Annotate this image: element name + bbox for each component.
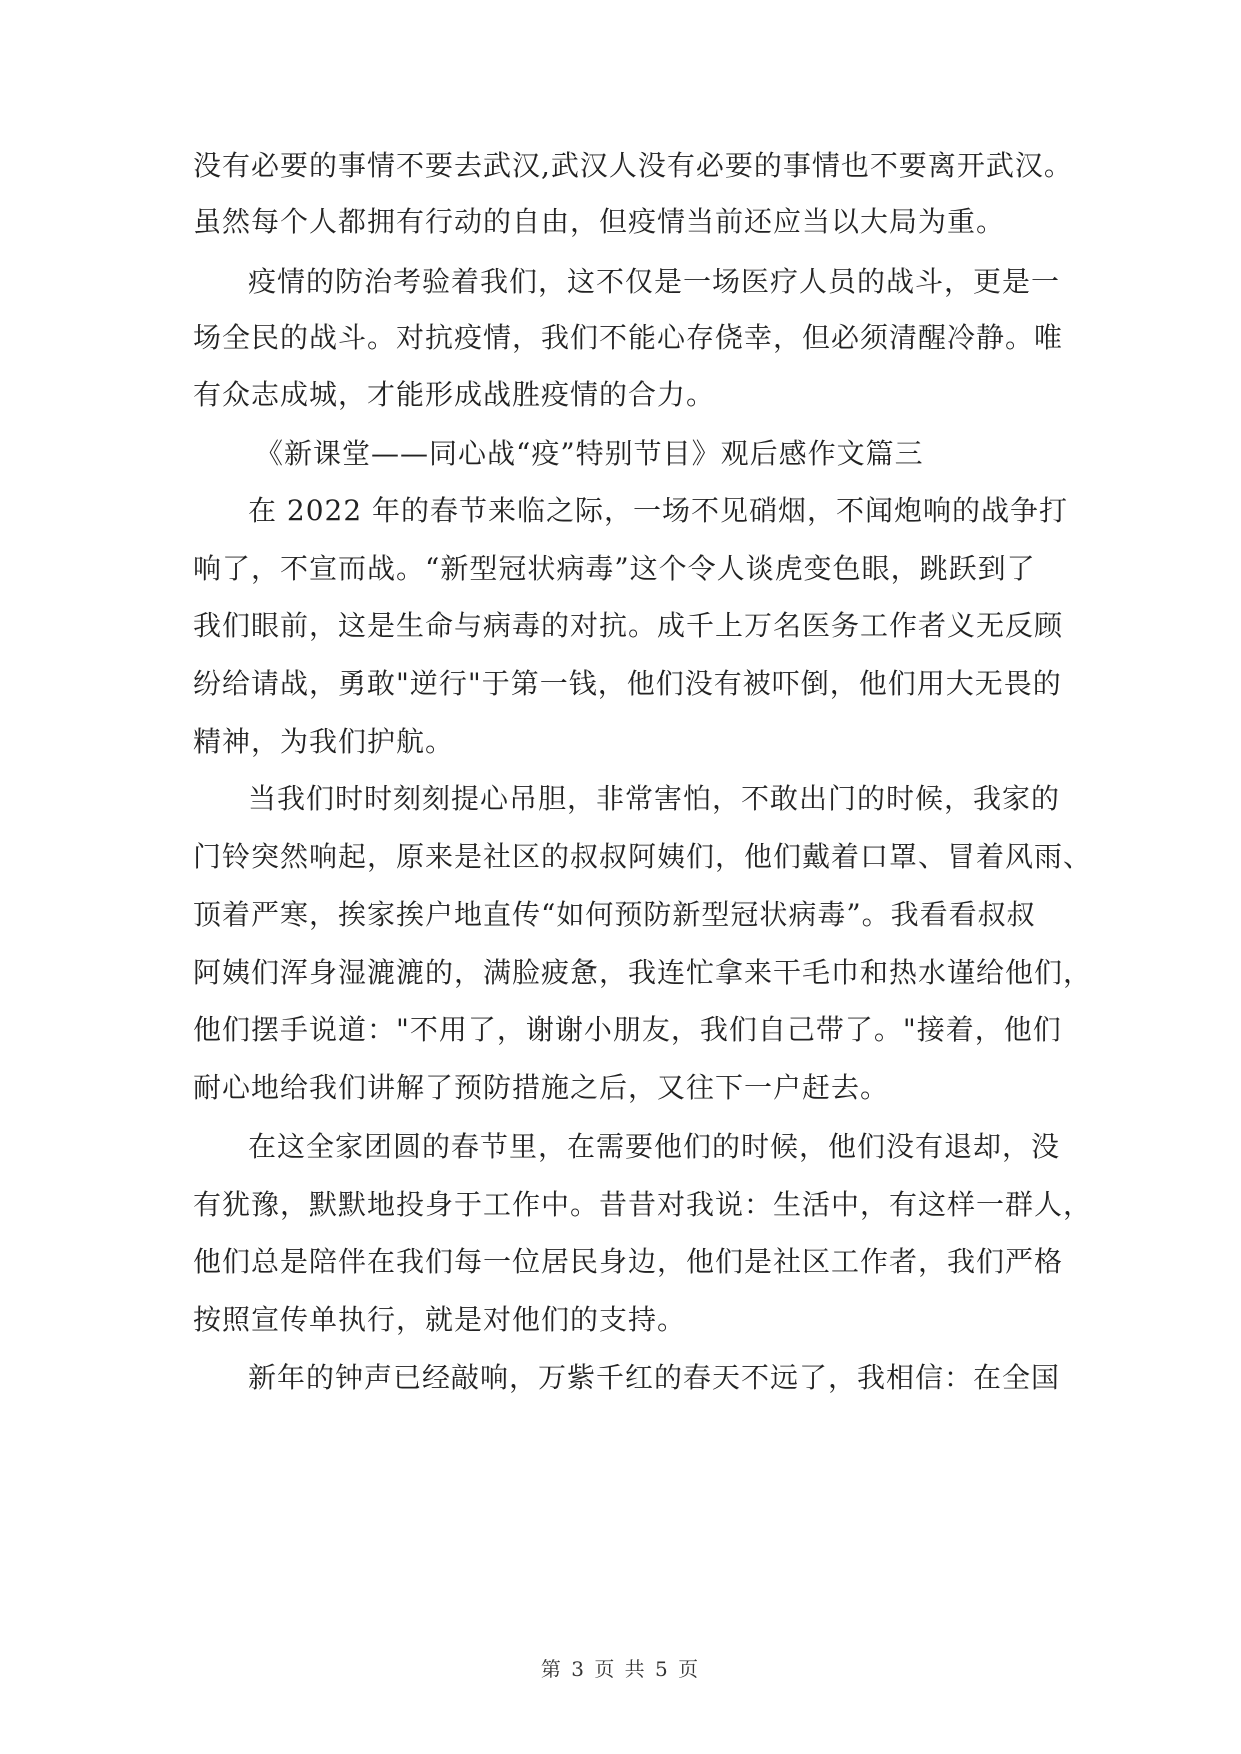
text-line: 在 2022 年的春节来临之际，一场不见硝烟，不闻炮响的战争打 — [248, 494, 1069, 527]
text-line: 按照宣传单执行，就是对他们的支持。 — [193, 1303, 687, 1336]
text-line: 顶着严寒，挨家挨户地直传“如何预防新型冠状病毒”。我看看叔叔 — [193, 898, 1036, 931]
section-title: 《新课堂——同心战“疫”特别节目》观后感作文篇三 — [255, 437, 924, 470]
text-line: 没有必要的事情不要去武汉,武汉人没有必要的事情也不要离开武汉。 — [193, 149, 1073, 182]
text-line: 虽然每个人都拥有行动的自由，但疫情当前还应当以大局为重。 — [193, 205, 1006, 238]
text-line: 精神，为我们护航。 — [193, 725, 455, 758]
text-line: 在这全家团圆的春节里，在需要他们的时候，他们没有退却，没 — [248, 1130, 1061, 1163]
page-number-footer: 第 3 页 共 5 页 — [540, 1657, 701, 1681]
text-line: 场全民的战斗。对抗疫情，我们不能心存侥幸，但必须清醒冷静。唯 — [193, 321, 1064, 354]
text-line: 当我们时时刻刻提心吊胆，非常害怕，不敢出门的时候，我家的 — [248, 782, 1061, 815]
text-line: 门铃突然响起，原来是社区的叔叔阿姨们，他们戴着口罩、冒着风雨、 — [193, 840, 1093, 873]
text-line: 新年的钟声已经敲响，万紫千红的春天不远了，我相信：在全国 — [248, 1361, 1061, 1394]
text-line: 纷给请战，勇敢"逆行"于第一钱，他们没有被吓倒，他们用大无畏的 — [193, 667, 1062, 700]
text-line: 有犹豫，默默地投身于工作中。昔昔对我说：生活中，有这样一群人， — [193, 1188, 1093, 1221]
text-line: 我们眼前，这是生命与病毒的对抗。成千上万名医务工作者义无反顾 — [193, 609, 1064, 642]
text-line: 阿姨们浑身湿漉漉的，满脸疲惫，我连忙拿来干毛巾和热水谨给他们， — [193, 956, 1093, 989]
text-line: 他们总是陪伴在我们每一位居民身边，他们是社区工作者，我们严格 — [193, 1245, 1064, 1278]
text-line: 有众志成城，才能形成战胜疫情的合力。 — [193, 378, 716, 411]
text-line: 疫情的防治考验着我们，这不仅是一场医疗人员的战斗，更是一 — [248, 265, 1061, 298]
text-line: 他们摆手说道："不用了，谢谢小朋友，我们自己带了。"接着，他们 — [193, 1013, 1062, 1046]
text-line: 响了，不宣而战。“新型冠状病毒”这个令人谈虎变色眼，跳跃到了 — [193, 552, 1036, 585]
text-line: 耐心地给我们讲解了预防措施之后，又往下一户赶去。 — [193, 1071, 890, 1104]
